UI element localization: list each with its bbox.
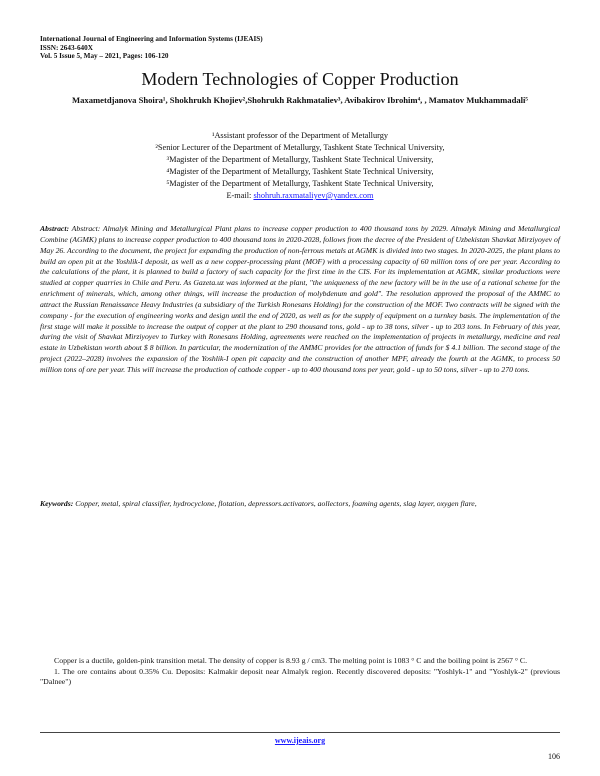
- abstract: [40, 224, 560, 376]
- abstract-label: Abstract:: [40, 224, 70, 233]
- journal-volume: Vol. 5 Issue 5, May – 2021, Pages: 106-120: [40, 52, 169, 61]
- journal-header: [40, 35, 263, 61]
- keywords-label: Keywords:: [40, 499, 74, 508]
- affiliation-3: ³Magister of the Department of Metallurgy, Tashkent State Technical University,: [166, 155, 434, 164]
- footer-divider: [40, 732, 560, 733]
- affiliation-5: ⁵Magister of the Department of Metallurgy, Tashkent State Technical University,: [166, 179, 434, 188]
- affiliation-1: ¹Assistant professor of the Department of Metallurgy: [211, 131, 389, 140]
- footer-link[interactable]: www.ijeais.org: [274, 736, 326, 745]
- author-list: Maxametdjanova Shoira¹, Shokhrukh Khojiev²,Shohrukh Rakhmataliev³, Avibakirov Ibrohim⁴, , Mamatov Mukhammadali⁵: [71, 95, 528, 105]
- paper-title: Modern Technologies of Copper Production: [141, 69, 459, 89]
- body-paragraph-1: Copper is a ductile, golden-pink transition metal. The density of copper is 8.93 g / cm3. The melting point is 1083 ° C and the boiling point is 2567 ° C.: [54, 656, 528, 665]
- body-paragraph-2: 1. The ore contains about 0.35% Cu. Deposits: Kalmakir deposit near Almalyk region. Recently discovered deposits: "Yoshlyk-1" and "Yoshlyk-2" (previous "Dalnee"): [40, 666, 560, 687]
- email-link[interactable]: shohruh.raxmataliyev@yandex.com: [253, 191, 374, 200]
- affiliation-4: ⁴Magister of the Department of Metallurgy, Tashkent State Technical University,: [166, 167, 434, 176]
- keywords-text: Copper, metal, spiral classifier, hydrocyclone, flotation, depressors.activators, aollectors, foaming agents, slag layer, oxygen flare,: [73, 499, 477, 508]
- journal-name: International Journal of Engineering and Information Systems (IJEAIS): [40, 35, 263, 43]
- email-label: E-mail:: [226, 191, 254, 200]
- affiliations: [60, 130, 540, 202]
- keywords: [40, 499, 560, 510]
- page-number: 106: [548, 752, 560, 761]
- abstract-text: Abstract: Almalyk Mining and Metallurgical Plant plans to increase copper production to 400 thousand tons by 2029. Almalyk Mining and Metallurgical Combine (AGMK) plans to increase copper production to 400 thousand tons in 2020-2028, follows from the decree of the President of Uzbekistan Shavkat Mirziyoyev of May 26. According to the document, the project for expanding the production of non-ferrous metals at AGMK is divided into two stages. In 2020-2025, the plant plans to build an open pit at the Yoshlik-I deposit, as well as a new copper-processing plant (MOF) with a processing capacity of 60 million tons of ore per year. According to the calculations of the plant, it is planned to build a factory of such capacity for the first time in the CIS. For its implementation at AGMK, similar productions were studied at copper quarries in Chile and Peru. As Gazeta.uz was informed at the plant, "the uniqueness of the new factory will be in the use of a rational scheme for the enrichment of minerals, which, among other things, will increase the production of molybdenum and gold". The resolution approved the proposal of the AMMC to attract the Russian Renaissance Heavy Industries (a subsidiary of the Turkish Ronesans Holding) for the construction of the MOF. Two contracts will be signed with the company - for the execution of engineering works and design until the end of 2020, as well as for the supply of equipment on a turnkey basis. The implementation of the first stage will make it possible to increase the output of copper at the plant to 290 thousand tons, gold - up to 38 tons, silver - up to 203 tons. In February of this year, during the visit of Shavkat Mirziyoyev to Turkey with Ronesans Holding, agreements were reached on the implementation of projects in metallurgy, medicine and real estate in Uzbekistan worth about $ 8 billion. In particular, the modernization of the AMMC provides for the attraction of funds for $ 4.1 billion. The second stage of the project (2022–2028) involves the expansion of the Yoshlik-I open pit capacity and the construction of another MPF, already the fourth at the AGMK, to process 50 million tons of ore per year. This will increase the production of cathode copper - up to 400 thousand tons per year, gold - up to 50 tons, silver - up to 270 tons.: [40, 224, 560, 374]
- email-line: [60, 190, 540, 202]
- journal-issn: ISSN: 2643-640X: [40, 43, 93, 52]
- body-text: [40, 656, 560, 688]
- affiliation-2: ²Senior Lecturer of the Department of Metallurgy, Tashkent State Technical University,: [155, 143, 445, 152]
